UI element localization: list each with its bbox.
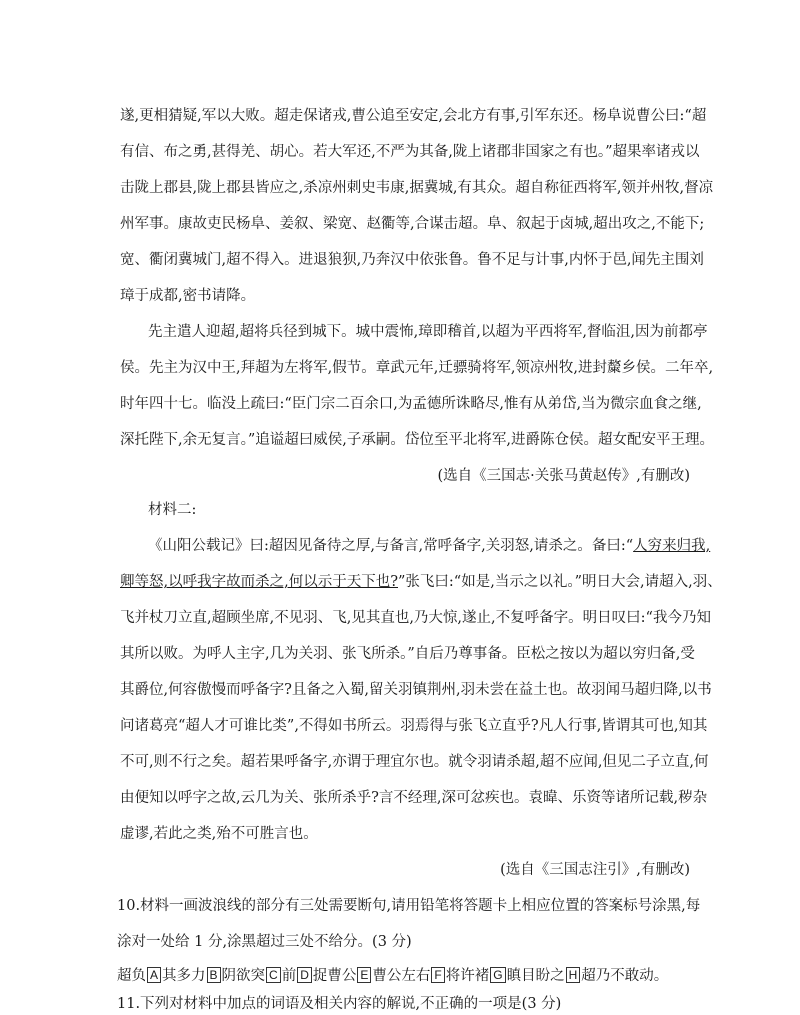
answer-box-d[interactable]: D <box>297 967 312 983</box>
option-text: 阴欲突 <box>221 968 266 984</box>
material-label: 材料二: <box>148 502 197 518</box>
passage-line <box>148 536 711 556</box>
answer-box-f[interactable]: F <box>431 967 444 983</box>
underlined-text: 卿等怒,以呼我字故而杀之,何以示于天下也? <box>120 574 398 590</box>
option-text: 前 <box>281 968 297 984</box>
option-text: 超乃不敢动。 <box>581 968 669 984</box>
option-text: 捉曹公 <box>312 968 357 984</box>
passage-line: 侯。先主为汉中王,拜超为左将军,假节。章武元年,迁骠骑将军,领凉州牧,进封斄乡侯。二年卒, <box>120 360 714 376</box>
text-span: ”张飞曰:“如是,当示之以礼。”明日大会,请超入,羽、 <box>398 574 722 590</box>
passage-line: 时年四十七。临没上疏曰:“臣门宗二百余口,为孟德所诛略尽,惟有从弟岱,当为微宗血食之继, <box>120 396 702 412</box>
passage-line: 问诸葛亮“超人才可谁比类”,不得如书所云。羽焉得与张飞立直乎?凡人行事,皆谓其可也,知其 <box>120 718 708 734</box>
passage-line: 由便知以呼字之故,云几为关、张所杀乎?言不经理,深可忿疾也。袁暐、乐资等诸所记载,秽杂 <box>120 790 708 806</box>
option-text: 超负 <box>117 968 146 984</box>
passage-line: 击陇上郡县,陇上郡县皆应之,杀凉州刺史韦康,据冀城,有其众。超自称征西将军,领并州牧,督凉 <box>120 180 714 196</box>
passage-line: 不可,则不行之矣。超若果呼备字,亦谓于理宜尔也。就令羽请杀超,超不应闻,但见二子立直,何 <box>120 754 709 770</box>
source-citation: (选自《三国志·关张马黄赵传》,有删改) <box>437 468 690 484</box>
passage-line: 先主遣人迎超,超将兵径到城下。城中震怖,璋即稽首,以超为平西将军,督临沮,因为前都亭 <box>148 324 708 340</box>
option-text: 其多力 <box>162 968 206 984</box>
source-citation: (选自《三国志注引》,有删改) <box>500 862 690 878</box>
passage-line: 宽、衢闭冀城门,超不得入。进退狼狈,乃奔汉中依张鲁。鲁不足与计事,内怀于邑,闻先主围刘 <box>120 252 704 268</box>
question-10-text: 涂对一处给 1 分,涂黑超过三处不给分。(3 分) <box>117 934 412 950</box>
answer-box-g[interactable]: G <box>490 967 505 983</box>
question-10-options <box>117 966 668 986</box>
question-11-text: 11.下列对材料中加点的词语及相关内容的解说,不正确的一项是(3 分) <box>117 996 562 1012</box>
answer-box-e[interactable]: E <box>357 967 371 983</box>
passage-line: 璋于成都,密书请降。 <box>120 288 256 304</box>
passage-line: 其爵位,何容傲慢而呼备字?且备之入蜀,留关羽镇荆州,羽未尝在益土也。故羽闻马超归降,以书 <box>120 682 712 698</box>
answer-box-c[interactable]: C <box>266 967 281 983</box>
text-span: 《山阳公载记》曰:超因见备待之厚,与备言,常呼备字,关羽怒,请杀之。备曰:“ <box>148 538 634 554</box>
question-10-text: 10.材料一画波浪线的部分有三处需要断句,请用铅笔将答题卡上相应位置的答案标号涂黑,每 <box>117 898 701 914</box>
option-text: 瞋目盼之 <box>506 968 565 984</box>
option-text: 将许褚 <box>445 968 490 984</box>
passage-line: 州军事。康故吏民杨阜、姜叙、梁宽、赵衢等,合谋击超。阜、叙起于卤城,超出攻之,不能下; <box>120 216 705 232</box>
passage-line: 遂,更相猜疑,军以大败。超走保诸戎,曹公追至安定,会北方有事,引军东还。杨阜说曹公曰:“超 <box>120 108 707 124</box>
passage-line: 有信、布之勇,甚得羌、胡心。若大军还,不严为其备,陇上诸郡非国家之有也。”超果率诸戎以 <box>120 144 700 160</box>
passage-line: 飞并杖刀立直,超顾坐席,不见羽、飞,见其直也,乃大惊,遂止,不复呼备字。明日叹曰:“我今乃知 <box>120 610 711 626</box>
answer-box-b[interactable]: B <box>207 967 221 983</box>
answer-box-h[interactable]: H <box>566 967 581 983</box>
passage-line: 深托陛下,余无复言。”追谥超曰威侯,子承嗣。岱位至平北将军,进爵陈仓侯。超女配安平王理。 <box>120 432 714 448</box>
passage-line <box>120 572 722 592</box>
option-text: 曹公左右 <box>372 968 431 984</box>
passage-line: 虚谬,若此之类,殆不可胜言也。 <box>120 826 318 842</box>
underlined-text: 人穷来归我, <box>633 538 711 554</box>
passage-line: 其所以败。为呼人主字,几为关羽、张飞所杀。”自后乃尊事备。臣松之按以为超以穷归备,受 <box>120 646 695 662</box>
answer-box-a[interactable]: A <box>147 967 161 983</box>
